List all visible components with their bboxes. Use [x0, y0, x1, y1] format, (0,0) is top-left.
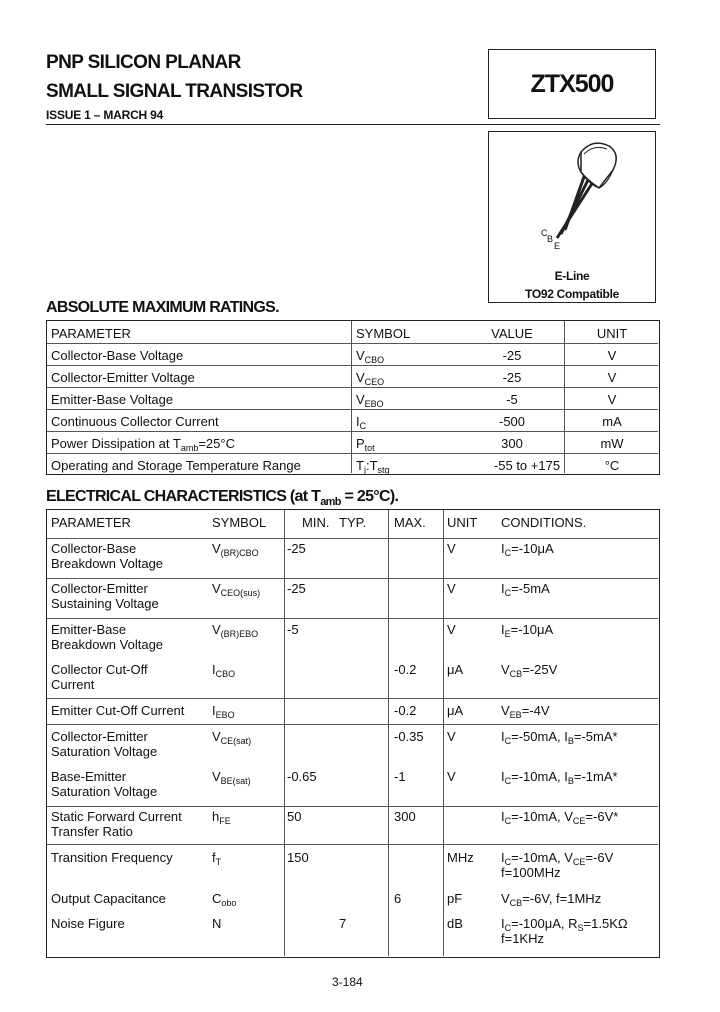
elec-unit: pF — [447, 891, 463, 906]
elec-symbol: $V_{(BR)EBO}$ — [212, 622, 259, 639]
abs-param: Power Dissipation at $T_{amb}=25^\circ C$ — [51, 436, 235, 453]
abs-header-parameter: PARAMETER — [51, 326, 131, 341]
abs-param: Collector-Emitter Voltage — [51, 370, 195, 385]
abs-unit: V — [607, 370, 617, 385]
elec-typ: 7 — [339, 916, 347, 931]
elec-param: Transition Frequency — [51, 850, 173, 865]
abs-unit: mA — [602, 414, 622, 429]
elec-symbol: N — [212, 916, 222, 931]
abs-value: -25 — [502, 348, 522, 363]
elec-symbol: $C_{obo}$ — [212, 891, 237, 908]
abs-unit: V — [607, 392, 617, 407]
elec-unit: dB — [447, 916, 463, 931]
elec-unit: V — [447, 541, 456, 556]
abs-header-value: VALUE — [491, 326, 533, 341]
elec-conditions: $I_C=-10\mu A$ — [501, 541, 554, 558]
abs-param: Collector-Base Voltage — [51, 348, 184, 363]
elec-conditions: $I_C=-10mA$, $I_B=-1mA*$ — [501, 769, 618, 786]
package-compat: TO92 Compatible — [525, 287, 619, 301]
abs-symbol: $T_j:T_{stg}$ — [356, 458, 390, 475]
elec-unit: V — [447, 769, 456, 784]
package-name: E-Line — [554, 269, 590, 283]
elec-conditions: $I_C=-100\mu A$, $R_S=1.5K\Omega$ f=1KHz — [501, 916, 628, 946]
elec-header-parameter: PARAMETER — [51, 515, 131, 530]
abs-value: -55 to +175 — [493, 458, 561, 473]
elec-max: 300 — [394, 809, 416, 824]
elec-header-max: MAX. — [394, 515, 426, 530]
elec-unit: MHz — [447, 850, 474, 865]
elec-symbol: $I_{EBO}$ — [212, 703, 235, 720]
elec-unit: V — [447, 622, 456, 637]
elec-min: -25 — [287, 541, 306, 556]
elec-conditions: $V_{CB}=-25V$ — [501, 662, 558, 679]
header-rule — [46, 124, 660, 125]
abs-value: -500 — [498, 414, 526, 429]
elec-min: 50 — [287, 809, 302, 824]
abs-value: -5 — [506, 392, 518, 407]
elec-conditions: $V_{EB}=-4V$ — [501, 703, 550, 720]
lead-label-c: C — [541, 228, 548, 238]
elec-header-symbol: SYMBOL — [212, 515, 267, 530]
abs-symbol: $V_{CBO}$ — [356, 348, 385, 365]
abs-symbol: $I_C$ — [356, 414, 367, 431]
elec-symbol: $V_{CE(sat)}$ — [212, 729, 252, 746]
issue-date: ISSUE 1 – MARCH 94 — [46, 108, 164, 122]
elec-conditions: $V_{CB}=-6V$, f=1MHz — [501, 891, 602, 908]
title-line-2: SMALL SIGNAL TRANSISTOR — [46, 81, 303, 102]
elec-symbol: $f_T$ — [212, 850, 222, 867]
elec-conditions: $I_C=-10mA$, $V_{CE}=-6V$ f=100MHz — [501, 850, 614, 880]
elec-conditions: $I_C=-5mA$ — [501, 581, 550, 598]
abs-unit: °C — [604, 458, 620, 473]
abs-header-symbol: SYMBOL — [356, 326, 411, 341]
elec-table — [46, 509, 660, 958]
elec-min: -25 — [287, 581, 306, 596]
abs-max-table — [46, 320, 660, 475]
abs-symbol: $V_{CEO}$ — [356, 370, 385, 387]
elec-symbol: $V_{CEO(sus)}$ — [212, 581, 261, 598]
abs-max-heading: ABSOLUTE MAXIMUM RATINGS. — [46, 299, 279, 316]
page-number: 3-184 — [332, 975, 363, 989]
abs-header-unit: UNIT — [596, 326, 628, 341]
abs-value: -25 — [502, 370, 522, 385]
elec-symbol: $I_{CBO}$ — [212, 662, 236, 679]
elec-conditions: $I_C=-10mA$, $V_{CE}=-6V*$ — [501, 809, 619, 826]
elec-header-typ: TYP. — [339, 515, 367, 530]
elec-param: Noise Figure — [51, 916, 125, 931]
elec-param: Static Forward Current Transfer Ratio — [51, 809, 182, 839]
elec-param: Collector-Emitter Saturation Voltage — [51, 729, 158, 759]
abs-unit: V — [607, 348, 617, 363]
package-box — [488, 131, 656, 303]
elec-unit: V — [447, 729, 456, 744]
elec-unit: V — [447, 581, 456, 596]
title-line-1: PNP SILICON PLANAR — [46, 52, 241, 73]
transistor-package-icon — [489, 132, 654, 262]
elec-param: Collector Cut-Off Current — [51, 662, 148, 692]
elec-symbol: $h_{FE}$ — [212, 809, 231, 826]
elec-unit: μA — [447, 662, 464, 677]
elec-header-conditions: CONDITIONS. — [501, 515, 587, 530]
elec-param: Output Capacitance — [51, 891, 166, 906]
part-number-box — [488, 49, 656, 119]
lead-label-e: E — [554, 241, 561, 251]
elec-max: -0.35 — [394, 729, 424, 744]
elec-heading: ELECTRICAL CHARACTERISTICS (at $T_{amb} = 25^\circ C$). — [46, 488, 399, 509]
elec-param: Base-Emitter Saturation Voltage — [51, 769, 158, 799]
elec-min: -5 — [287, 622, 299, 637]
elec-symbol: $V_{BE(sat)}$ — [212, 769, 251, 786]
abs-unit: mW — [600, 436, 624, 451]
elec-min: -0.65 — [287, 769, 317, 784]
abs-param: Continuous Collector Current — [51, 414, 219, 429]
abs-symbol: $P_{tot}$ — [356, 436, 375, 453]
lead-label-b: B — [547, 234, 554, 244]
abs-value: 300 — [501, 436, 523, 451]
elec-max: -0.2 — [394, 703, 417, 718]
elec-min: 150 — [287, 850, 309, 865]
elec-conditions: $I_E=-10\mu A$ — [501, 622, 554, 639]
elec-max: 6 — [394, 891, 402, 906]
elec-param: Emitter Cut-Off Current — [51, 703, 185, 718]
elec-conditions: $I_C=-50mA$, $I_B=-5mA*$ — [501, 729, 618, 746]
elec-param: Emitter-Base Breakdown Voltage — [51, 622, 164, 652]
abs-param: Emitter-Base Voltage — [51, 392, 174, 407]
elec-header-min: MIN. — [302, 515, 330, 530]
abs-symbol: $V_{EBO}$ — [356, 392, 384, 409]
elec-header-unit: UNIT — [447, 515, 478, 530]
elec-symbol: $V_{(BR)CBO}$ — [212, 541, 259, 558]
elec-param: Collector-Base Breakdown Voltage — [51, 541, 164, 571]
elec-max: -1 — [394, 769, 406, 784]
elec-unit: μA — [447, 703, 464, 718]
elec-param: Collector-Emitter Sustaining Voltage — [51, 581, 159, 611]
elec-max: -0.2 — [394, 662, 417, 677]
abs-param: Operating and Storage Temperature Range — [51, 458, 301, 473]
part-number: ZTX500 — [530, 69, 614, 98]
